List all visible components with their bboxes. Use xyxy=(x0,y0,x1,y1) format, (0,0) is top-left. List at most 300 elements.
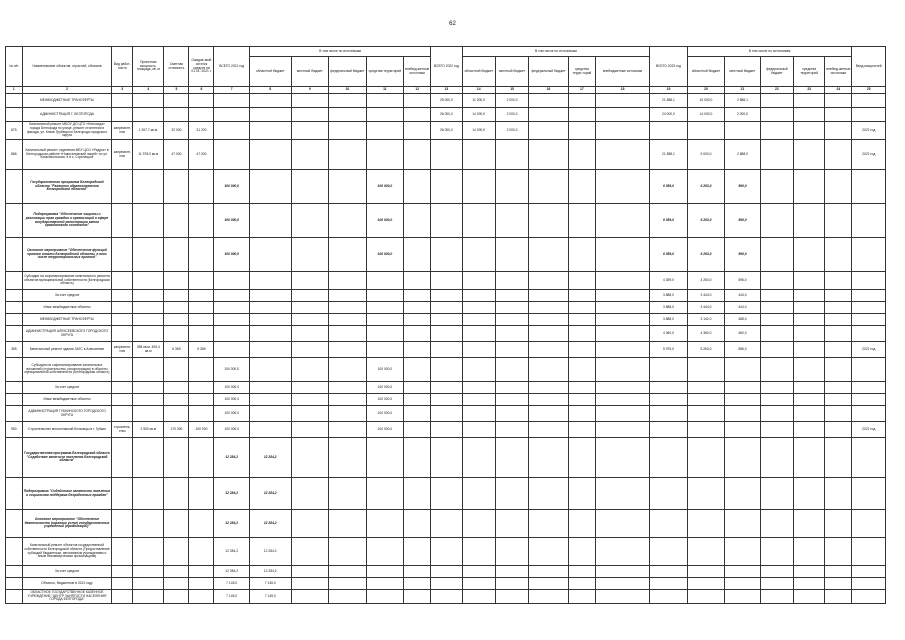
row-cell: 6 263,0 xyxy=(687,204,725,238)
row-cell: 12 284,2 xyxy=(249,478,291,510)
row-cell xyxy=(725,566,760,578)
row-cell xyxy=(112,578,133,590)
row-cell xyxy=(462,314,495,326)
row-cell xyxy=(725,538,760,566)
row-cell: 596,0 xyxy=(725,272,760,290)
row-cell xyxy=(164,326,189,342)
row-cell xyxy=(568,566,595,578)
row-cell: 596,0 xyxy=(725,170,760,204)
row-cell xyxy=(568,578,595,590)
row-cell xyxy=(595,238,649,272)
row-cell xyxy=(6,108,23,122)
row-cell xyxy=(189,566,214,578)
row-cell xyxy=(291,510,329,538)
row-cell: 3 142,0 xyxy=(687,314,725,326)
row-cell xyxy=(189,538,214,566)
row-cell xyxy=(164,438,189,478)
row-cell: 11 978,0 кв.м xyxy=(133,140,164,170)
row-cell xyxy=(249,358,291,382)
row-cell xyxy=(725,382,760,394)
row-cell xyxy=(760,394,793,406)
row-cell xyxy=(825,140,852,170)
row-cell: 100 000,0 xyxy=(366,204,404,238)
row-cell: 596,0 xyxy=(725,204,760,238)
row-cell xyxy=(6,438,23,478)
row-cell xyxy=(794,272,825,290)
row-cell: 170 000 xyxy=(164,422,189,438)
column-number: 12 xyxy=(404,87,431,94)
row-cell: 25 000,0 xyxy=(431,94,462,108)
row-cell xyxy=(794,326,825,342)
row-name-cell: АДМИНИСТРАЦИЯ Г. БЕЛГОРОДА xyxy=(22,108,112,122)
row-cell xyxy=(794,94,825,108)
row-cell xyxy=(687,122,725,140)
hdr-source-1-3: федеральный бюджет xyxy=(329,57,367,87)
row-cell xyxy=(852,406,886,422)
row-cell: 100 000,0 xyxy=(366,170,404,204)
row-cell xyxy=(852,438,886,478)
table-row xyxy=(6,108,886,122)
page-number: 62 xyxy=(449,21,456,27)
row-cell xyxy=(568,314,595,326)
row-cell xyxy=(366,122,404,140)
row-cell xyxy=(366,94,404,108)
row-cell xyxy=(291,566,329,578)
table-row xyxy=(6,342,886,358)
row-cell xyxy=(852,358,886,382)
row-cell xyxy=(462,342,495,358)
row-cell: 3 888,0 xyxy=(650,290,688,302)
row-cell xyxy=(825,238,852,272)
row-cell xyxy=(462,578,495,590)
hdr-estimate: Сметная стоимость xyxy=(164,47,189,87)
row-cell xyxy=(404,140,431,170)
row-cell: 12 284,2 xyxy=(214,438,249,478)
table-row xyxy=(6,122,886,140)
row-cell xyxy=(495,140,528,170)
row-cell xyxy=(794,108,825,122)
table-row xyxy=(6,538,886,566)
column-number: 23 xyxy=(794,87,825,94)
row-cell: 26 000,0 xyxy=(431,108,462,122)
row-cell: 100 000,0 xyxy=(366,394,404,406)
row-cell: 5 975,0 xyxy=(650,342,688,358)
hdr-source-2-4: средства терри-торий xyxy=(568,57,595,87)
row-cell xyxy=(404,394,431,406)
row-cell xyxy=(189,314,214,326)
row-cell xyxy=(650,438,688,478)
row-cell xyxy=(825,578,852,590)
row-cell xyxy=(568,326,595,342)
row-cell xyxy=(595,358,649,382)
column-number: 6 xyxy=(189,87,214,94)
row-name-cell: МЕЖБЮДЖЕТНЫЕ ТРАНСФЕРТЫ xyxy=(22,94,112,108)
row-cell: 2 000,0 xyxy=(495,108,528,122)
row-cell xyxy=(462,566,495,578)
row-cell xyxy=(189,510,214,538)
row-cell xyxy=(112,108,133,122)
row-cell xyxy=(794,478,825,510)
row-cell xyxy=(291,538,329,566)
table-row xyxy=(6,358,886,382)
hdr-source-1-4: средства территорий xyxy=(366,57,404,87)
row-cell: 12 284,2 xyxy=(249,538,291,566)
column-number: 4 xyxy=(133,87,164,94)
row-cell xyxy=(794,290,825,302)
row-cell xyxy=(291,108,329,122)
row-cell xyxy=(852,108,886,122)
hdr-type: Вид работ-ности xyxy=(112,47,133,87)
row-cell xyxy=(725,122,760,140)
row-cell xyxy=(404,578,431,590)
hdr-total-2023: ВСЕГО 2023 год xyxy=(650,47,688,87)
row-cell xyxy=(568,382,595,394)
row-cell xyxy=(794,170,825,204)
row-cell xyxy=(249,406,291,422)
investment-table xyxy=(5,46,886,604)
row-cell xyxy=(495,590,528,604)
row-cell: 7 145,0 xyxy=(214,578,249,590)
row-cell xyxy=(291,382,329,394)
row-cell: 2021 год xyxy=(852,140,886,170)
row-cell: 100 000 xyxy=(189,422,214,438)
row-cell xyxy=(650,578,688,590)
row-cell xyxy=(852,394,886,406)
hdr-expected: Ожидае-мый остаток средств на 01.01. 2021 г. xyxy=(189,47,214,87)
row-cell xyxy=(164,108,189,122)
row-cell: 100 000,0 xyxy=(366,358,404,382)
hdr-sources-2023: В том числе по источникам xyxy=(687,47,852,57)
row-cell: 2 000,0 xyxy=(495,94,528,108)
column-number: 11 xyxy=(366,87,404,94)
row-cell xyxy=(495,578,528,590)
row-cell xyxy=(329,394,367,406)
row-cell xyxy=(404,358,431,382)
row-cell xyxy=(431,326,462,342)
row-cell xyxy=(529,326,569,342)
row-cell: 950 xyxy=(6,422,23,438)
row-cell: 100 000,0 xyxy=(366,238,404,272)
row-cell xyxy=(568,478,595,510)
row-name-cell: Объекты, бюджетные в 2021 году xyxy=(22,578,112,590)
row-cell xyxy=(291,170,329,204)
row-cell xyxy=(495,326,528,342)
column-number: 17 xyxy=(568,87,595,94)
row-cell xyxy=(366,478,404,510)
row-cell xyxy=(687,510,725,538)
row-cell xyxy=(687,478,725,510)
row-cell xyxy=(291,290,329,302)
row-name-cell: Основное мероприятие "Обеспечение функций органов власти Белгородской области, в том числе территориальных органов" xyxy=(22,238,112,272)
row-cell xyxy=(249,422,291,438)
row-cell xyxy=(595,122,649,140)
row-cell xyxy=(462,204,495,238)
row-cell xyxy=(650,382,688,394)
row-cell xyxy=(112,566,133,578)
row-cell xyxy=(794,566,825,578)
row-cell xyxy=(760,578,793,590)
row-cell xyxy=(794,358,825,382)
row-cell xyxy=(794,238,825,272)
row-cell xyxy=(495,272,528,290)
row-cell xyxy=(112,272,133,290)
table-row xyxy=(6,566,886,578)
row-cell: 24 000,0 xyxy=(650,108,688,122)
row-cell xyxy=(495,478,528,510)
row-cell xyxy=(462,538,495,566)
row-cell xyxy=(825,272,852,290)
row-cell: 100 000,0 xyxy=(214,204,249,238)
row-cell xyxy=(595,382,649,394)
row-cell xyxy=(164,290,189,302)
row-cell xyxy=(404,302,431,314)
row-cell: 47 000 xyxy=(189,140,214,170)
row-cell xyxy=(6,382,23,394)
row-cell: 2 888,1 xyxy=(725,94,760,108)
row-cell xyxy=(431,578,462,590)
row-cell xyxy=(794,342,825,358)
row-cell xyxy=(189,170,214,204)
row-cell xyxy=(650,478,688,510)
row-cell: 7 145,0 xyxy=(249,590,291,604)
row-cell xyxy=(291,238,329,272)
row-cell xyxy=(825,302,852,314)
row-cell xyxy=(760,590,793,604)
row-cell xyxy=(687,590,725,604)
row-cell xyxy=(794,538,825,566)
row-cell xyxy=(133,204,164,238)
row-cell xyxy=(568,122,595,140)
row-cell xyxy=(760,422,793,438)
row-cell xyxy=(687,358,725,382)
row-cell: 358 кв.м. 405,4 кв.м xyxy=(133,342,164,358)
row-cell xyxy=(529,566,569,578)
row-cell xyxy=(431,272,462,290)
table-row xyxy=(6,94,886,108)
column-number: 21 xyxy=(725,87,760,94)
row-name-cell: Капитальный ремонт объектов государственной собственности Белгородской области (Предоставление субсидий бюджетным, автономным учреждениям и иным некоммерческим организациям) xyxy=(22,538,112,566)
row-cell xyxy=(760,382,793,394)
row-cell xyxy=(825,342,852,358)
row-cell xyxy=(6,478,23,510)
row-cell xyxy=(189,578,214,590)
row-cell xyxy=(650,422,688,438)
hdr-source-2-1: областной бюджет xyxy=(462,57,495,87)
row-cell xyxy=(164,382,189,394)
row-cell xyxy=(214,342,249,358)
row-cell xyxy=(291,314,329,326)
row-cell xyxy=(164,590,189,604)
row-name-cell: ОБЛАСТНОЕ ГОСУДАРСТВЕННОЕ КАЗЕННОЕ УЧРЕЖДЕНИЕ "ЦЕНТР ЗАНЯТОСТИ НАСЕЛЕНИЯ ГОРОДА БЕЛГОРОДА" xyxy=(22,590,112,604)
row-cell xyxy=(329,122,367,140)
row-cell xyxy=(164,204,189,238)
row-cell xyxy=(366,140,404,170)
row-cell: 7 145,0 xyxy=(214,590,249,604)
row-cell xyxy=(291,578,329,590)
row-cell xyxy=(495,406,528,422)
row-cell xyxy=(6,170,23,204)
row-cell xyxy=(329,204,367,238)
row-cell xyxy=(164,358,189,382)
row-cell xyxy=(6,94,23,108)
row-cell xyxy=(650,358,688,382)
row-cell xyxy=(725,510,760,538)
row-cell xyxy=(852,170,886,204)
row-cell: 3 444,0 xyxy=(687,290,725,302)
row-cell xyxy=(462,290,495,302)
row-cell xyxy=(462,140,495,170)
row-cell xyxy=(794,140,825,170)
row-name-cell: За счет средств xyxy=(22,290,112,302)
row-cell xyxy=(825,538,852,566)
row-cell xyxy=(529,108,569,122)
row-cell xyxy=(852,382,886,394)
row-cell xyxy=(595,302,649,314)
row-cell xyxy=(164,238,189,272)
row-cell: 4 360,0 xyxy=(687,326,725,342)
row-cell xyxy=(133,170,164,204)
row-cell xyxy=(366,578,404,590)
row-cell: капремонт, нов xyxy=(112,342,133,358)
row-cell: 6 359,0 xyxy=(650,170,688,204)
row-cell xyxy=(568,538,595,566)
row-cell xyxy=(189,238,214,272)
row-cell xyxy=(6,590,23,604)
row-cell xyxy=(794,382,825,394)
column-number: 10 xyxy=(329,87,367,94)
row-cell xyxy=(568,272,595,290)
row-cell xyxy=(214,326,249,342)
row-cell xyxy=(794,314,825,326)
row-cell xyxy=(760,358,793,382)
row-cell xyxy=(366,566,404,578)
row-cell xyxy=(725,394,760,406)
row-cell xyxy=(725,590,760,604)
row-cell: 26 000,0 xyxy=(431,122,462,140)
row-cell xyxy=(650,510,688,538)
row-cell xyxy=(794,422,825,438)
row-cell xyxy=(760,238,793,272)
row-cell: капремонт, нов xyxy=(112,122,133,140)
row-cell xyxy=(189,406,214,422)
row-cell: 4 263,0 xyxy=(687,272,725,290)
row-cell xyxy=(462,394,495,406)
row-cell: 12 284,2 xyxy=(214,478,249,510)
row-cell: 100 000,0 xyxy=(214,358,249,382)
table-row xyxy=(6,510,886,538)
row-cell xyxy=(249,108,291,122)
row-name-cell: Иные межбюджетные объекты xyxy=(22,302,112,314)
row-cell xyxy=(568,108,595,122)
row-cell xyxy=(568,94,595,108)
row-cell xyxy=(6,510,23,538)
row-cell xyxy=(6,538,23,566)
hdr-sources-2022: В том числе по источникам xyxy=(462,47,650,57)
row-cell: 2 500 кв.м xyxy=(133,422,164,438)
table-row xyxy=(6,290,886,302)
row-cell: 488,0 xyxy=(725,314,760,326)
row-cell: 12 284,2 xyxy=(249,438,291,478)
column-number: 24 xyxy=(825,87,852,94)
row-cell xyxy=(329,510,367,538)
row-cell xyxy=(495,342,528,358)
column-number: 1 xyxy=(6,87,23,94)
table-row xyxy=(6,170,886,204)
row-cell: 12 284,2 xyxy=(249,566,291,578)
row-cell xyxy=(595,342,649,358)
hdr-source-3-2: местный бюджет xyxy=(725,57,760,87)
row-cell xyxy=(112,406,133,422)
row-cell: 2 888,0 xyxy=(725,140,760,170)
row-name-cell: Иные межбюджетные объекты xyxy=(22,394,112,406)
column-number: 9 xyxy=(291,87,329,94)
row-cell xyxy=(852,326,886,342)
row-cell xyxy=(329,422,367,438)
row-cell xyxy=(825,394,852,406)
row-cell xyxy=(431,422,462,438)
row-cell xyxy=(249,238,291,272)
row-cell xyxy=(164,314,189,326)
row-cell xyxy=(329,314,367,326)
row-cell xyxy=(595,170,649,204)
row-cell xyxy=(329,358,367,382)
row-cell xyxy=(164,302,189,314)
row-cell xyxy=(825,108,852,122)
row-cell xyxy=(825,358,852,382)
row-cell xyxy=(650,566,688,578)
row-cell xyxy=(164,406,189,422)
row-cell xyxy=(366,538,404,566)
row-cell: 7 145,0 xyxy=(249,578,291,590)
row-cell xyxy=(725,578,760,590)
row-cell xyxy=(495,438,528,478)
row-cell xyxy=(825,566,852,578)
row-cell xyxy=(112,326,133,342)
row-cell: 100 000,0 xyxy=(366,422,404,438)
row-cell xyxy=(133,578,164,590)
row-cell xyxy=(404,314,431,326)
row-name-cell: Капитальный ремонт отделения МБУ ЦСО «Радуга» в Белгородском районе «Новоселовский лицей» по ул. Комсомольская, 5 в с. Стрелецкое xyxy=(22,140,112,170)
row-cell xyxy=(650,394,688,406)
table-row xyxy=(6,382,886,394)
row-cell: 32 000 xyxy=(164,122,189,140)
row-cell xyxy=(852,590,886,604)
row-cell xyxy=(189,326,214,342)
row-cell xyxy=(595,394,649,406)
row-cell xyxy=(164,538,189,566)
row-cell xyxy=(249,342,291,358)
row-cell xyxy=(366,302,404,314)
row-cell xyxy=(214,108,249,122)
row-cell xyxy=(852,272,886,290)
row-cell xyxy=(852,94,886,108)
row-cell xyxy=(431,590,462,604)
column-number: 14 xyxy=(462,87,495,94)
row-cell xyxy=(133,406,164,422)
row-cell xyxy=(650,538,688,566)
row-cell: 2 000,0 xyxy=(725,108,760,122)
row-cell xyxy=(291,342,329,358)
row-cell xyxy=(6,204,23,238)
row-name-cell: Строительство многоэтажной больницы в г. Губкин xyxy=(22,422,112,438)
row-cell xyxy=(431,314,462,326)
hdr-source-1-2: местный бюджет xyxy=(291,57,329,87)
row-cell xyxy=(825,478,852,510)
row-cell: 3 444,0 xyxy=(687,302,725,314)
row-cell xyxy=(404,342,431,358)
row-cell xyxy=(431,290,462,302)
row-cell xyxy=(112,438,133,478)
